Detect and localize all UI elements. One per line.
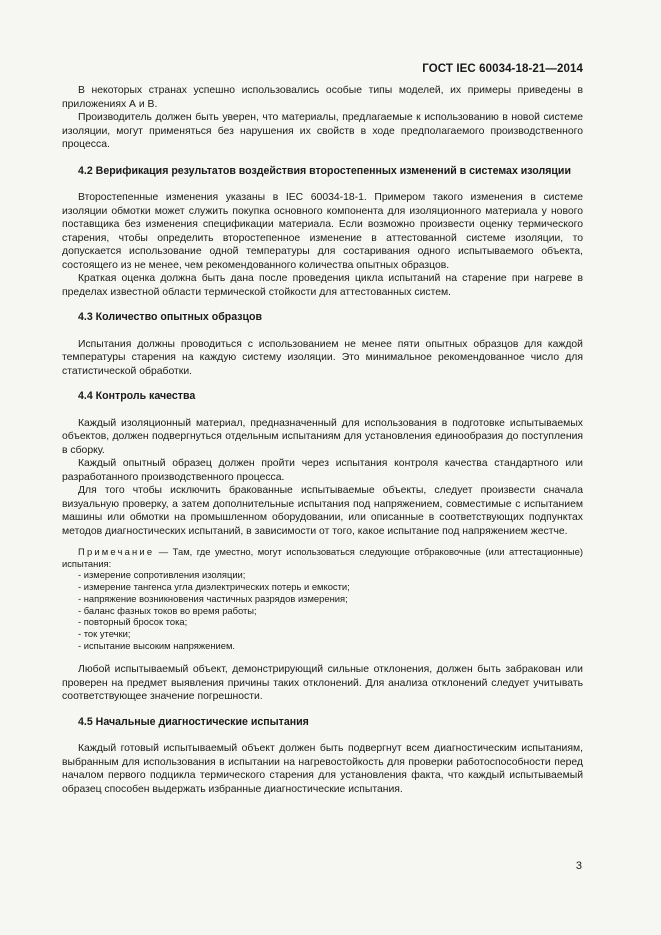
paragraph: Каждый готовый испытываемый объект должен быть подвергнут всем диагностическим испытаниям, выбранным для использования в испытании на нагревостойкость для проверки работоспособности перед началом первого подцикла термического старения для установления факта, что каждый испытываемый образец способен выдержать избранные диагностические испытания.: [62, 743, 583, 795]
document-id: ГОСТ IEC 60034-18-21—2014: [422, 63, 583, 75]
list-item: - измерение тангенса угла диэлектрических потерь и емкости;: [78, 581, 350, 593]
list-item: - ток утечки;: [78, 627, 131, 639]
paragraph: Любой испытываемый объект, демонстрирующий сильные отклонения, должен быть забракован или проверен на предмет выявления причины таких отклонений. Для анализа отклонений следует учитывать соответствующее значение погрешности.: [62, 664, 583, 703]
section-heading-4-5: 4.5 Начальные диагностические испытания: [78, 715, 309, 728]
note-label: Примечание: [78, 546, 155, 557]
list-item: - напряжение возникновения частичных разрядов измерения;: [78, 592, 348, 604]
paragraph: Испытания должны проводиться с использованием не менее пяти опытных образцов для каждой температуры старения на каждую систему изоляции. Это минимальное рекомендованное число для статистической обработки.: [62, 338, 583, 377]
intro-paragraph: В некоторых странах успешно использовались особые типы моделей, их примеры приведены в приложениях А и В.: [62, 85, 583, 110]
section-heading-4-4: 4.4 Контроль качества: [78, 390, 196, 402]
section-heading-4-3: 4.3 Количество опытных образцов: [78, 311, 263, 323]
intro-paragraph: Производитель должен быть уверен, что материалы, предлагаемые к использованию в новой системе изоляции, могут применяться без нарушения их свойств в ходе предполагаемого производственного процесса.: [62, 112, 583, 150]
note-text: — Там, где уместно, могут использоваться следующие отбраковочные (или аттестационные) испытания:: [62, 546, 583, 569]
list-item: - повторный бросок тока;: [78, 616, 188, 628]
paragraph: Для того чтобы исключить бракованные испытываемые объекты, следует произвести сначала визуальную проверку, а затем дополнительные испытания под напряжением, совместимые с испытанием машины или обмотки на промышленном оборудовании, или описанные в соответствующих подпунктах методов диагностических испытаний, в зависимости от того, какое испытание под напряжением жестче.: [62, 485, 583, 537]
list-item: - измерение сопротивления изоляции;: [78, 569, 246, 581]
section-heading-4-2: 4.2 Верификация результатов воздействия второстепенных изменений в системах изоляции: [78, 164, 571, 177]
paragraph: Каждый изоляционный материал, предназначенный для использования в подготовке испытываемых объектов, должен подвергнуться отдельным испытаниям для установления единообразия до поступления в сборку.: [62, 417, 583, 456]
list-item: - испытание высоким напряжением.: [78, 639, 236, 651]
paragraph: Краткая оценка должна быть дана после проведения цикла испытаний на старение при нагреве в пределах известной области термической стойкости для аттестованных систем.: [62, 273, 583, 298]
note-list: [62, 569, 583, 651]
page-number: 3: [575, 860, 582, 872]
list-item: - баланс фазных токов во время работы;: [78, 604, 257, 616]
note: [62, 546, 583, 569]
document-body: [62, 84, 583, 796]
paragraph: Каждый опытный образец должен пройти через испытания контроля качества стандартного или разработанного производственного процесса.: [62, 458, 583, 483]
paragraph: Второстепенные изменения указаны в IEC 60034-18-1. Примером такого изменения в системе изоляции обмотки может служить покупка основного компонента для изоляционного материала у нового поставщика без изменения спецификации материала. Если возможно произвести оценку термического старения, чтобы определить второстепенное изменение в аттестованной системе изоляции, то допускается использование одной температуры для состаривания одного испытываемого объекта, состоящего из не менее, чем рекомендованного количества опытных образцов.: [62, 192, 583, 271]
